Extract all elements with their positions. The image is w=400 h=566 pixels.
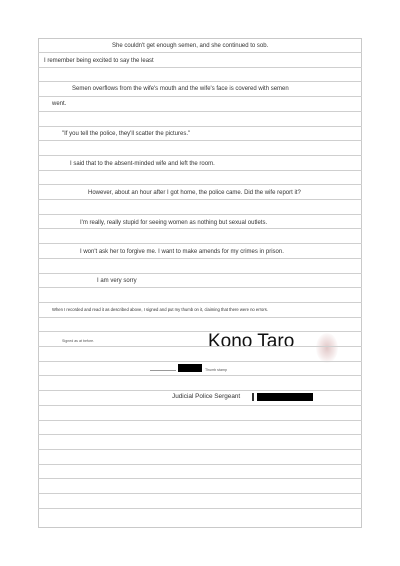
- statement-line-4: went.: [52, 101, 67, 107]
- signature-name: Kono Taro: [208, 331, 295, 352]
- ruled-line: [38, 302, 362, 303]
- ruled-line: [38, 184, 362, 185]
- statement-line-1: She couldn't get enough semen, and she continued to sob.: [112, 43, 269, 49]
- ruled-line: [38, 111, 362, 112]
- ruled-line: [38, 361, 362, 362]
- thumbprint-stamp: [316, 333, 338, 363]
- statement-line-5: "If you tell the police, they'll scatter the pictures.": [62, 131, 191, 137]
- ruled-line: [38, 67, 362, 68]
- ruled-line: [38, 228, 362, 229]
- ruled-line: [38, 258, 362, 259]
- ruled-line: [38, 449, 362, 450]
- ruled-line: [38, 214, 362, 215]
- ruled-line: [38, 346, 362, 347]
- ruled-line: [38, 405, 362, 406]
- ruled-line: [38, 390, 362, 391]
- ruled-line: [38, 317, 362, 318]
- statement-line-8: I'm really, really stupid for seeing women as nothing but sexual outlets.: [80, 220, 268, 226]
- ruled-line: [38, 375, 362, 376]
- statement-line-7: However, about an hour after I got home, the police came. Did the wife report it?: [88, 190, 301, 196]
- redacted-box-1: [178, 364, 202, 372]
- ruled-line: [38, 331, 362, 332]
- ruled-line: [38, 434, 362, 435]
- closing-statement: When I recorded and read it as described above, I signed and put my thumb on it, claiming that there were no errors.: [52, 307, 269, 312]
- statement-line-3: Semen overflows from the wife's mouth and the wife's face is covered with semen: [72, 86, 289, 92]
- officer-divider: [252, 393, 254, 401]
- ruled-line: [38, 243, 362, 244]
- statement-line-10: I am very sorry: [97, 278, 137, 284]
- statement-line-6: I said that to the absent-minded wife and left the room.: [70, 161, 215, 167]
- ruled-line: [38, 508, 362, 509]
- ruled-line: [38, 155, 362, 156]
- signature-label: Signed as at before.: [62, 339, 95, 343]
- ruled-line: [38, 96, 362, 97]
- ruled-line: [38, 81, 362, 82]
- statement-line-9: I won't ask her to forgive me. I want to make amends for my crimes in prison.: [80, 249, 284, 255]
- redacted-box-2: [257, 393, 313, 401]
- ruled-line: [38, 199, 362, 200]
- stamp-line: [150, 370, 176, 371]
- ruled-line: [38, 287, 362, 288]
- ruled-line: [38, 52, 362, 53]
- statement-line-2: I remember being excited to say the least: [44, 58, 154, 64]
- thumb-note: Thumb stamp: [205, 368, 227, 372]
- ruled-line: [38, 464, 362, 465]
- ruled-line: [38, 170, 362, 171]
- ruled-line: [38, 420, 362, 421]
- ruled-line: [38, 140, 362, 141]
- ruled-line: [38, 478, 362, 479]
- ruled-line: [38, 493, 362, 494]
- ruled-line: [38, 126, 362, 127]
- officer-label: Judicial Police Sergeant: [172, 393, 241, 400]
- ruled-line: [38, 273, 362, 274]
